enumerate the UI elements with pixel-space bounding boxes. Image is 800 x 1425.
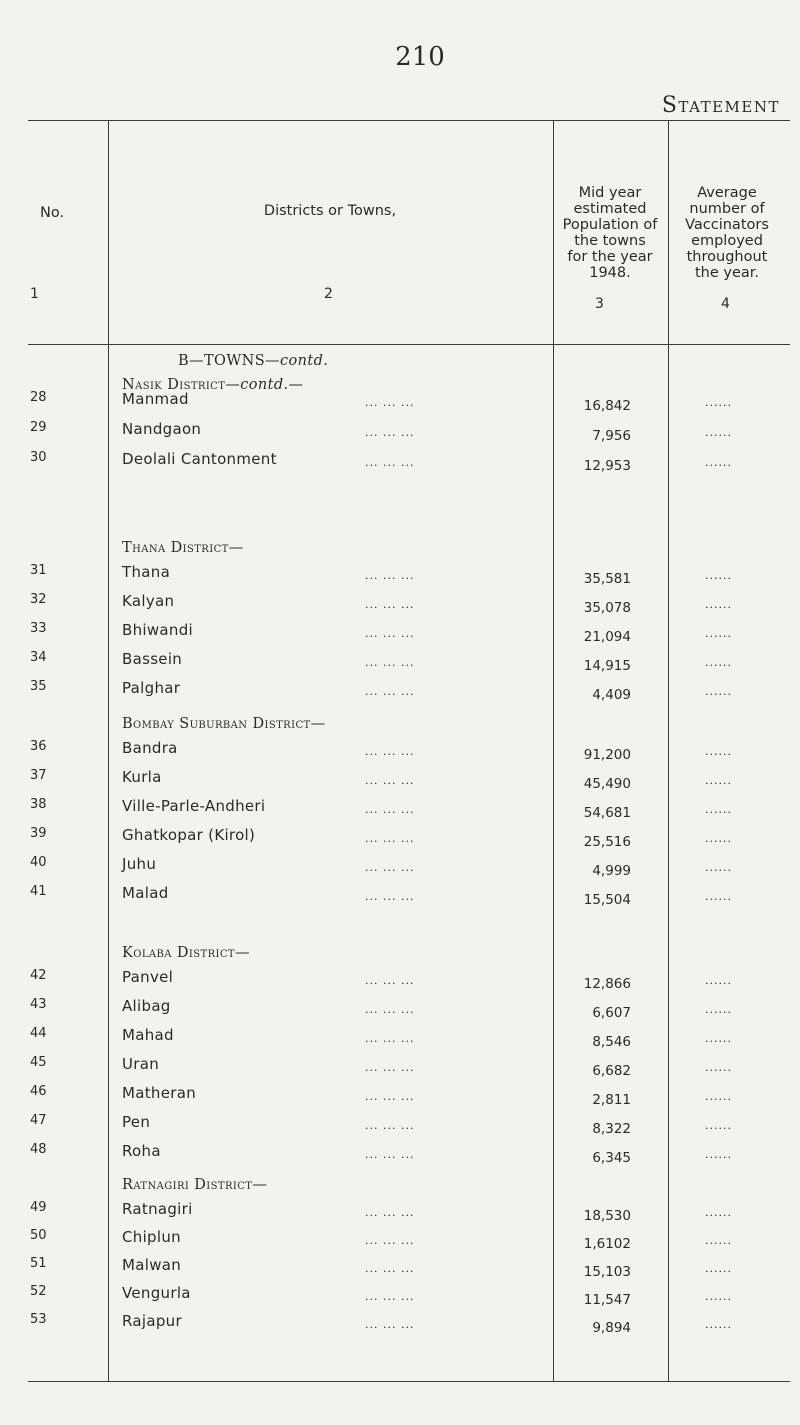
table-row [0,621,800,647]
towns-heading [178,353,328,369]
town-name: Matheran [122,1084,197,1102]
table-row [0,1200,800,1226]
vaccinators-value: ...... [705,1262,732,1275]
table-row [0,679,800,705]
section-name: Thana District [122,540,229,556]
row-number: 33 [30,621,47,636]
header-districts: Districts or Towns, [263,203,397,219]
table-row [0,592,800,618]
population-value: 16,842 [583,398,631,414]
population-value: 7,956 [592,428,631,444]
row-number: 35 [30,679,47,694]
table-row [0,739,800,765]
town-name: Ratnagiri [122,1200,193,1218]
population-value: 6,607 [592,1005,631,1021]
table-row [0,1026,800,1052]
vaccinators-value: ...... [705,627,732,640]
leader-dots: ... ... ... [365,745,415,758]
vaccinators-value: ...... [705,803,732,816]
population-value: 9,894 [592,1320,631,1336]
row-number: 28 [30,390,47,405]
vaccinators-value: ...... [705,569,732,582]
leader-dots: ... ... ... [365,396,415,409]
section-ratnagiri [122,1177,267,1193]
row-number: 45 [30,1055,47,1070]
row-number: 30 [30,450,47,465]
population-value: 14,915 [583,658,631,674]
table-row [0,1312,800,1338]
vaccinators-value: ...... [705,426,732,439]
population-value: 1,6102 [583,1236,631,1252]
town-name: Chiplun [122,1228,181,1246]
section-name: Ratnagiri District [122,1177,253,1193]
town-name: Malad [122,884,169,902]
header-population-line: 1948. [589,265,631,281]
row-number: 29 [30,420,47,435]
vaccinators-value: ...... [705,1119,732,1132]
column-index-4: 4 [721,296,730,312]
table-row [0,997,800,1023]
population-value: 4,409 [592,687,631,703]
town-name: Juhu [122,855,157,873]
row-number: 41 [30,884,47,899]
population-value: 6,682 [592,1063,631,1079]
leader-dots: ... ... ... [365,656,415,669]
leader-dots: ... ... ... [365,1262,415,1275]
population-value: 8,546 [592,1034,631,1050]
population-value: 21,094 [583,629,631,645]
population-value: 35,581 [583,571,631,587]
town-name: Nandgaon [122,420,202,438]
row-number: 51 [30,1256,47,1271]
population-value: 4,999 [592,863,631,879]
leader-dots: ... ... ... [365,1234,415,1247]
town-name: Roha [122,1142,161,1160]
town-name: Bassein [122,650,183,668]
page-number: 210 [395,42,445,72]
population-value: 15,504 [583,892,631,908]
town-name: Pen [122,1113,151,1131]
leader-dots: ... ... ... [365,598,415,611]
town-name: Alibag [122,997,171,1015]
page-title: Statement [661,93,780,118]
vaccinators-value: ...... [705,1032,732,1045]
population-value: 11,547 [583,1292,631,1308]
row-number: 53 [30,1312,47,1327]
table-row [0,855,800,881]
table-row [0,768,800,794]
section-suffix: —contd.— [225,377,304,393]
town-name: Kurla [122,768,162,786]
vaccinators-value: ...... [705,656,732,669]
vaccinators-value: ...... [705,1003,732,1016]
vaccinators-value: ...... [705,974,732,987]
leader-dots: ... ... ... [365,1032,415,1045]
row-number: 44 [30,1026,47,1041]
vaccinators-value: ...... [705,832,732,845]
town-name: Thana [122,563,171,581]
section-bombay-suburban [122,716,325,732]
header-population-line: Population of [562,217,658,233]
leader-dots: ... ... ... [365,974,415,987]
header-bottom-rule [28,344,790,345]
section-suffix: — [310,716,326,732]
header-vaccinators-line: the year. [694,265,760,281]
leader-dots: ... ... ... [365,426,415,439]
row-number: 49 [30,1200,47,1215]
section-name: Nasik District [122,377,226,393]
header-population-line: estimated [573,201,647,217]
leader-dots: ... ... ... [365,1061,415,1074]
header-population-line: the towns [574,233,646,249]
vaccinators-value: ...... [705,1290,732,1303]
vaccinators-value: ...... [705,1148,732,1161]
population-value: 8,322 [592,1121,631,1137]
row-number: 46 [30,1084,47,1099]
population-value: 12,953 [583,458,631,474]
town-name: Ghatkopar (Kirol) [122,826,256,844]
leader-dots: ... ... ... [365,627,415,640]
vaccinators-value: ...... [705,685,732,698]
town-name: Manmad [122,390,189,408]
population-value: 2,811 [592,1092,631,1108]
town-name: Bandra [122,739,178,757]
table-row [0,420,800,446]
leader-dots: ... ... ... [365,774,415,787]
row-number: 47 [30,1113,47,1128]
vaccinators-value: ...... [705,598,732,611]
header-population-line: for the year [567,249,653,265]
row-number: 36 [30,739,47,754]
leader-dots: ... ... ... [365,1206,415,1219]
vaccinators-value: ...... [705,1206,732,1219]
table-bottom-rule [28,1381,790,1382]
header-vaccinators-line: throughout [686,249,768,265]
town-name: Rajapur [122,1312,182,1330]
row-number: 38 [30,797,47,812]
population-value: 15,103 [583,1264,631,1280]
table-row [0,1256,800,1282]
table-row [0,797,800,823]
table-row [0,1142,800,1168]
vaccinators-value: ...... [705,1318,732,1331]
leader-dots: ... ... ... [365,685,415,698]
column-index-2: 2 [324,286,333,302]
leader-dots: ... ... ... [365,1003,415,1016]
leader-dots: ... ... ... [365,456,415,469]
section-name: Kolaba District [122,945,235,961]
row-number: 50 [30,1228,47,1243]
table-row [0,1055,800,1081]
row-number: 42 [30,968,47,983]
row-number: 52 [30,1284,47,1299]
population-value: 91,200 [583,747,631,763]
vaccinators-value: ...... [705,396,732,409]
town-name: Vengurla [122,1284,191,1302]
table-row [0,1228,800,1254]
column-index-3: 3 [595,296,604,312]
vaccinators-value: ...... [705,1090,732,1103]
population-value: 45,490 [583,776,631,792]
header-population [560,185,660,281]
table-row [0,650,800,676]
leader-dots: ... ... ... [365,890,415,903]
leader-dots: ... ... ... [365,1318,415,1331]
table-row [0,390,800,416]
vaccinators-value: ...... [705,774,732,787]
header-vaccinators-line: employed [691,233,763,249]
leader-dots: ... ... ... [365,1290,415,1303]
towns-heading-main: B—TOWNS— [178,353,280,369]
population-value: 18,530 [583,1208,631,1224]
town-name: Deolali Cantonment [122,450,277,468]
header-vaccinators-line: Vaccinators [685,217,769,233]
table-row [0,1113,800,1139]
town-name: Ville-Parle-Andheri [122,797,266,815]
section-suffix: — [228,540,244,556]
town-name: Malwan [122,1256,182,1274]
table-row [0,884,800,910]
row-number: 40 [30,855,47,870]
population-value: 6,345 [592,1150,631,1166]
town-name: Panvel [122,968,174,986]
column-index-1: 1 [30,286,39,302]
town-name: Bhiwandi [122,621,194,639]
vaccinators-value: ...... [705,861,732,874]
header-vaccinators-line: Average [697,185,757,201]
population-value: 35,078 [583,600,631,616]
leader-dots: ... ... ... [365,803,415,816]
population-value: 25,516 [583,834,631,850]
leader-dots: ... ... ... [365,569,415,582]
table-row [0,563,800,589]
header-vaccinators-line: number of [689,201,765,217]
leader-dots: ... ... ... [365,861,415,874]
leader-dots: ... ... ... [365,832,415,845]
vaccinators-value: ...... [705,1234,732,1247]
vaccinators-value: ...... [705,1061,732,1074]
header-vaccinators [668,185,786,281]
town-name: Mahad [122,1026,174,1044]
table-row [0,1284,800,1310]
row-number: 31 [30,563,47,578]
header-no: No. [40,205,65,221]
table-row [0,450,800,476]
section-suffix: — [234,945,250,961]
row-number: 48 [30,1142,47,1157]
town-name: Palghar [122,679,181,697]
towns-heading-suffix: contd. [279,353,329,369]
table-row [0,1084,800,1110]
table-row [0,968,800,994]
population-value: 12,866 [583,976,631,992]
section-suffix: — [252,1177,268,1193]
leader-dots: ... ... ... [365,1148,415,1161]
row-number: 37 [30,768,47,783]
header-population-line: Mid year [578,185,642,201]
row-number: 32 [30,592,47,607]
section-thana [122,540,244,556]
table-row [0,826,800,852]
population-value: 54,681 [583,805,631,821]
row-number: 43 [30,997,47,1012]
table-top-rule [28,120,790,121]
row-number: 34 [30,650,47,665]
vaccinators-value: ...... [705,890,732,903]
section-name: Bombay Suburban District [122,716,311,732]
leader-dots: ... ... ... [365,1119,415,1132]
town-name: Uran [122,1055,160,1073]
section-kolaba [122,945,250,961]
leader-dots: ... ... ... [365,1090,415,1103]
vaccinators-value: ...... [705,745,732,758]
vaccinators-value: ...... [705,456,732,469]
town-name: Kalyan [122,592,175,610]
row-number: 39 [30,826,47,841]
